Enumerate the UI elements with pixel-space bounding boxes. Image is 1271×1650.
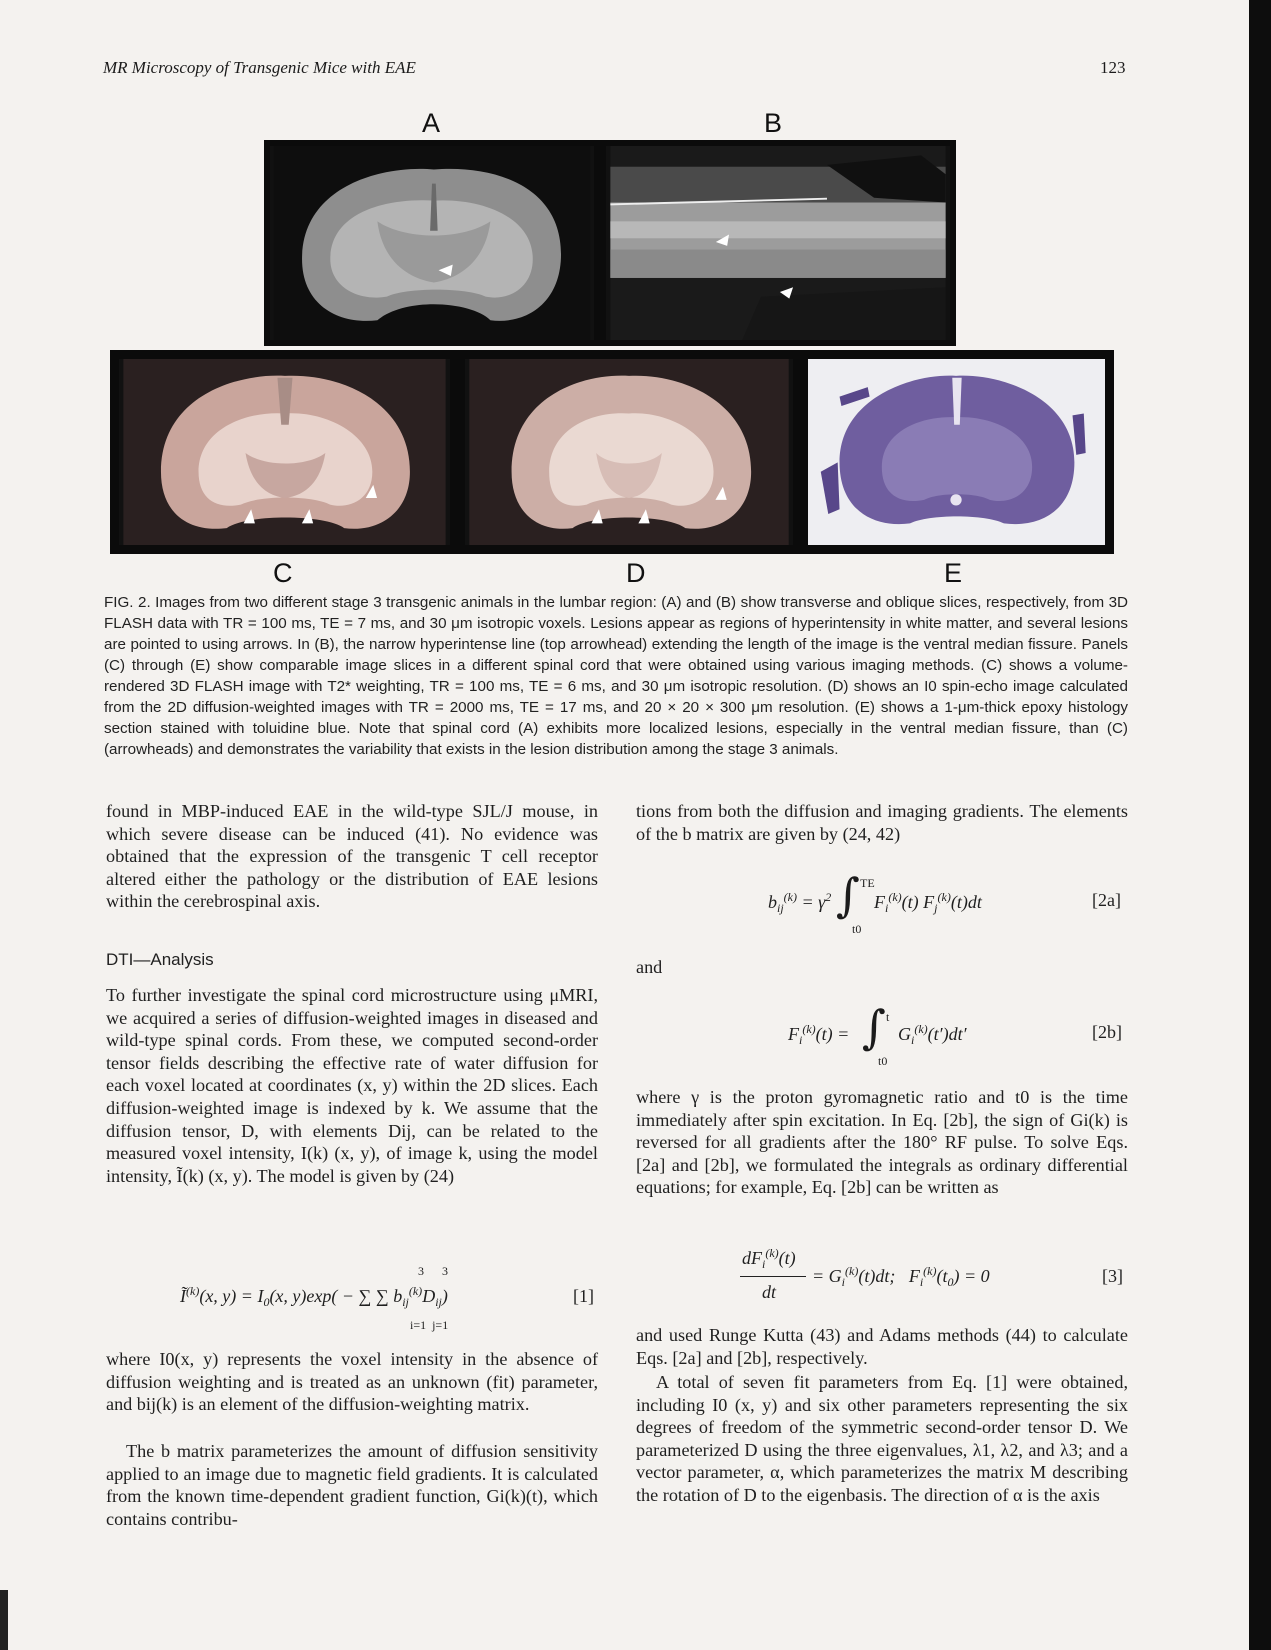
mri-oblique-image-b — [606, 146, 950, 340]
equation-1-number: [1] — [573, 1286, 594, 1306]
panel-label-d: D — [626, 558, 646, 588]
equation-3-rhs: = $G_i^{(k)}(t)dt$; $F_i^{(k)}(t_0) = 0$ — [812, 1264, 990, 1289]
mri-flash-image-c — [119, 359, 450, 545]
paragraph-text: found in MBP-induced EAE in the wild-type SJL/J mouse, in which severe disease can be induced (41). No evidence was obtained that the expression of the transgenic T cell receptor altered either the pathology or the distribution of EAE lesions within the cerebrospinal axis. — [106, 801, 598, 912]
paragraph-text: tions from both the diffusion and imaging gradients. The elements of the b matrix are given by (24, 42) — [636, 801, 1128, 844]
equation-2a: $b_{ij}^{(k)} = \gamma^2$ — [768, 890, 832, 915]
mri-transverse-image-a — [270, 146, 594, 340]
figure-panel-d — [459, 353, 799, 551]
paragraph-text: where I0(x, y) represents the voxel intensity in the absence of diffusion weighting and is treated as an unknown (fit) parameter, and bij(k) is an element of the diffusion-weighting matrix. — [106, 1349, 598, 1415]
left-column-para-1 — [106, 800, 598, 913]
scan-mark — [0, 1590, 8, 1650]
equation-2a-integrand: $F_i^{(k)}(t)$ $F_j^{(k)}(t)dt$ — [874, 890, 982, 915]
equation-3-denominator: dt — [762, 1282, 777, 1302]
panel-label-b: B — [764, 108, 783, 138]
page-number: 123 — [1100, 58, 1126, 77]
left-column-para-4 — [106, 1440, 598, 1530]
equation-1-limits-top: 3 3 — [418, 1264, 448, 1278]
page-edge — [1249, 0, 1271, 1650]
equation-2b-number: [2b] — [1092, 1022, 1122, 1042]
equation-2a-upper-limit: TE — [860, 876, 875, 890]
and-word — [636, 956, 736, 979]
equation-3-number: [3] — [1102, 1266, 1123, 1286]
paragraph-text: and used Runge Kutta (43) and Adams methods (44) to calculate Eqs. [2a] and [2b], respectively. — [636, 1325, 1128, 1368]
equation-2b-integrand: $G_i^{(k)}(t')dt'$ — [898, 1022, 967, 1047]
section-heading: DTI—Analysis — [106, 950, 214, 969]
equation-2b-upper-limit: t — [886, 1010, 890, 1024]
left-column-para-3 — [106, 1348, 598, 1416]
equation-2b-lower-limit: t0 — [878, 1054, 888, 1068]
integral-symbol: ∫ — [836, 868, 860, 922]
right-column-para-1 — [636, 800, 1128, 845]
equation-2b: $F_i^{(k)}(t)$ = — [788, 1022, 850, 1047]
fraction-bar — [740, 1276, 806, 1277]
mri-spin-echo-image-d — [465, 359, 793, 545]
paragraph-text: and — [636, 957, 663, 977]
figure-panel-e — [802, 353, 1111, 551]
right-column-para-2 — [636, 1086, 1128, 1199]
paragraph-text: To further investigate the spinal cord microstructure using μMRI, we acquired a series of diffusion-weighted images in diseased and wild-type spinal cords. From these, we computed second-order tensor fields describing the effective rate of water diffusion for each voxel located at coordinates (x, y) within the 2D slices. Each diffusion-weighted image is indexed by k. We assume that the diffusion tensor, D, with elements Dij, can be related to the measured voxel intensity, I(k) (x, y), of image k, using the model intensity, Ĩ(k) (x, y). The model is given by (24) — [106, 985, 598, 1186]
panel-label-e: E — [944, 558, 963, 588]
histology-image-e — [808, 359, 1105, 545]
right-column-para-4 — [636, 1371, 1128, 1507]
figure-panel-c — [113, 353, 456, 551]
equation-1-limits-bottom: i=1 j=1 — [410, 1318, 449, 1332]
equation-3-numerator: $dF_i^{(k)}(t)$ — [742, 1246, 796, 1271]
right-column-para-3 — [636, 1324, 1128, 1369]
left-column-para-2 — [106, 984, 598, 1187]
equation-2a-lower-limit: t0 — [852, 922, 862, 936]
integral-symbol: ∫ — [862, 1000, 886, 1054]
running-title: MR Microscopy of Transgenic Mice with EAE — [103, 58, 416, 77]
paragraph-text: where γ is the proton gyromagnetic ratio and t0 is the time immediately after spin excitation. In Eq. [2b], the sign of Gi(k) is reversed for all gradients after the 180° RF pulse. To solve Eqs. [2a] and [2b], we formulated the integrals as ordinary differential equations; for example, Eq. [2b] can be written as — [636, 1087, 1128, 1198]
panel-label-c: C — [273, 558, 293, 588]
paragraph-text: The b matrix parameterizes the amount of diffusion sensitivity applied to an image due to magnetic field gradients. It is calculated from the known time-dependent gradient function, Gi(k)(t), which contains contribu- — [106, 1441, 598, 1529]
figure-caption: FIG. 2. Images from two different stage 3 transgenic animals in the lumbar region: (A) and (B) show transverse and oblique slices, respectively, from 3D FLASH data with TR = 100 ms, TE = 7 ms, and 30 μm isotropic voxels. Lesions appear as regions of hyperintensity in white matter, and several lesions are pointed to using arrows. In (B), the narrow hyperintense line (top arrowhead) extending the length of the image is the ventral median fissure. Panels (C) through (E) show comparable image slices in a different spinal cord that were obtained using various imaging methods. (C) shows a volume-rendered 3D FLASH image with T2* weighting, TR = 100 ms, TE = 6 ms, and 30 μm isotropic resolution. (D) shows an I0 spin-echo image calculated from the 2D diffusion-weighted images with TR = 2000 ms, TE = 17 ms, and 20 × 20 × 300 μm resolution. (E) shows a 1-μm-thick epoxy histology section stained with toluidine blue. Note that spinal cord (A) exhibits more localized lesions, especially in the ventral median fissure, than (C) (arrowheads) and demonstrates the variability that exists in the lesion distribution among the stage 3 animals. — [104, 594, 1128, 758]
paragraph-text: A total of seven fit parameters from Eq. [1] were obtained, including I0 (x, y) and six other parameters representing the six degrees of freedom of the symmetric second-order tensor D. We parameterized D using the three eigenvalues, λ1, λ2, and λ3; and a vector parameter, α, which parameterizes the matrix M describing the rotation of D to the eigenbasis. The direction of α is the axis — [636, 1372, 1128, 1505]
panel-label-a: A — [422, 108, 441, 138]
figure-panel-a — [264, 140, 600, 346]
equation-2a-number: [2a] — [1092, 890, 1121, 910]
figure-panel-b — [600, 140, 956, 346]
equation-1: $Ĩ^{(k)}(x$, $y) = I_0(x$, y)exp( − ∑ ∑ $b_{ij}^{(k)}D_{ij}$) — [180, 1284, 448, 1309]
